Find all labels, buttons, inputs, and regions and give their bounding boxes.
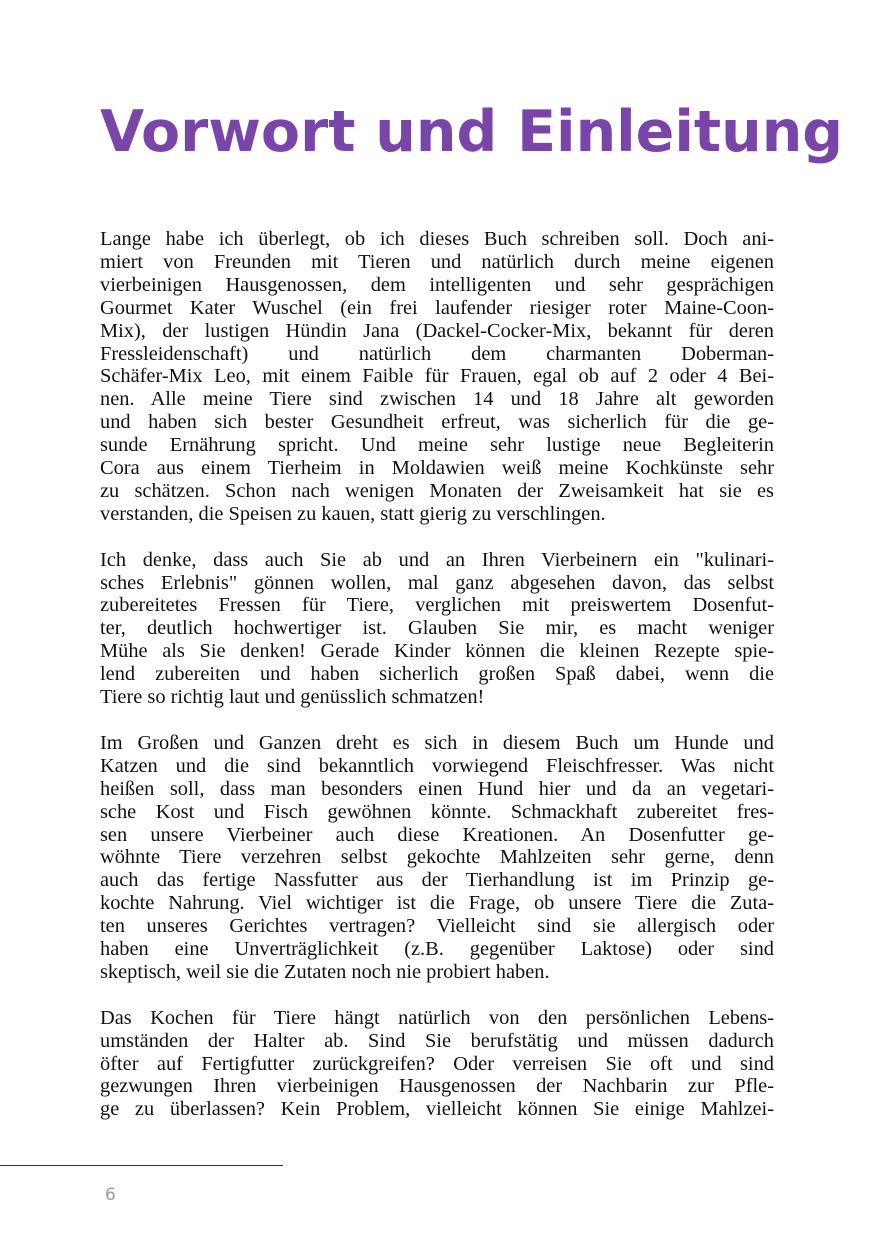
text-line: Lange habe ich überlegt, ob ich dieses Buch schreiben soll. Doch ani-: [100, 228, 774, 250]
text-line: gezwungen Ihren vierbeinigen Hausgenossen der Nachbarin zur Pfle-: [100, 1075, 774, 1098]
text-line: Im Großen und Ganzen dreht es sich in diesem Buch um Hunde und: [100, 731, 774, 754]
text-line: haben eine Unverträglichkeit (z.B. gegenüber Laktose) oder sind: [100, 938, 774, 961]
paragraph-1: [100, 228, 774, 526]
text-line: miert von Freunden mit Tieren und natürlich durch meine eigenen: [100, 250, 774, 273]
text-line: Katzen und die sind bekanntlich vorwiegend Fleischfresser. Was nicht: [100, 754, 774, 777]
paragraph-4: [100, 1007, 774, 1122]
text-line: Tiere so richtig laut und genüsslich schmatzen!: [100, 686, 485, 709]
text-line: Schäfer-Mix Leo, mit einem Faible für Frauen, egal ob auf 2 oder 4 Bei-: [100, 365, 774, 388]
text-line: sches Erlebnis" gönnen wollen, mal ganz abgesehen davon, das selbst: [100, 571, 774, 594]
text-line: zu schätzen. Schon nach wenigen Monaten der Zweisamkeit hat sie es: [100, 479, 774, 502]
text-line: Mix), der lustigen Hündin Jana (Dackel-Cocker-Mix, bekannt für deren: [100, 319, 774, 342]
text-line: umständen der Halter ab. Sind Sie berufstätig und müssen dadurch: [100, 1029, 774, 1052]
text-line: verstanden, die Speisen zu kauen, statt gierig zu verschlingen.: [100, 502, 606, 525]
text-line: Mühe als Sie denken! Gerade Kinder können die kleinen Rezepte spie-: [100, 640, 774, 663]
footnote-divider: [0, 1165, 283, 1166]
text-line: sen unsere Vierbeiner auch diese Kreationen. An Dosenfutter ge-: [100, 823, 774, 846]
text-line: wöhnte Tiere verzehren selbst gekochte Mahlzeiten sehr gerne, denn: [100, 846, 774, 869]
paragraph-2: [100, 549, 774, 709]
text-line: Cora aus einem Tierheim in Moldawien weiß meine Kochkünste sehr: [100, 457, 774, 480]
text-line: heißen soll, dass man besonders einen Hund hier und da an vegetari-: [100, 777, 774, 800]
text-line: sunde Ernährung spricht. Und meine sehr lustige neue Begleiterin: [100, 434, 774, 457]
text-line: vierbeinigen Hausgenossen, dem intelligenten und sehr gesprächigen: [100, 273, 774, 296]
text-line: öfter auf Fertigfutter zurückgreifen? Oder verreisen Sie oft und sind: [100, 1052, 774, 1075]
text-line: ten unseres Gerichtes vertragen? Vielleicht sind sie allergisch oder: [100, 915, 774, 938]
text-line: nen. Alle meine Tiere sind zwischen 14 und 18 Jahre alt geworden: [100, 388, 774, 411]
chapter-title: Vorwort und Einleitung: [100, 99, 844, 165]
text-line: Fressleidenschaft) und natürlich dem charmanten Doberman-: [100, 342, 774, 365]
text-line: skeptisch, weil sie die Zutaten noch nie probiert haben.: [100, 960, 550, 983]
text-line: sche Kost und Fisch gewöhnen könnte. Schmackhaft zubereitet fres-: [100, 800, 774, 823]
text-line: auch das fertige Nassfutter aus der Tierhandlung ist im Prinzip ge-: [100, 869, 774, 892]
text-line: Ich denke, dass auch Sie ab und an Ihren Vierbeinern ein "kulinari-: [100, 548, 774, 571]
text-line: und haben sich bester Gesundheit erfreut, was sicherlich für die ge-: [100, 411, 774, 434]
text-line: zubereitetes Fressen für Tiere, verglichen mit preiswertem Dosenfut-: [100, 594, 774, 617]
page-number: 6: [105, 1185, 116, 1205]
text-line: lend zubereiten und haben sicherlich großen Spaß dabei, wenn die: [100, 663, 774, 686]
text-line: kochte Nahrung. Viel wichtiger ist die Frage, ob unsere Tiere die Zuta-: [100, 892, 774, 915]
text-line: Das Kochen für Tiere hängt natürlich von den persönlichen Lebens-: [100, 1006, 774, 1029]
text-line: ter, deutlich hochwertiger ist. Glauben Sie mir, es macht weniger: [100, 617, 774, 640]
paragraph-3: [100, 732, 774, 984]
text-line: Gourmet Kater Wuschel (ein frei laufender riesiger roter Maine-Coon-: [100, 296, 774, 319]
text-line: ge zu überlassen? Kein Problem, vielleicht können Sie einige Mahlzei-: [100, 1098, 774, 1121]
body-text: [100, 228, 774, 1144]
